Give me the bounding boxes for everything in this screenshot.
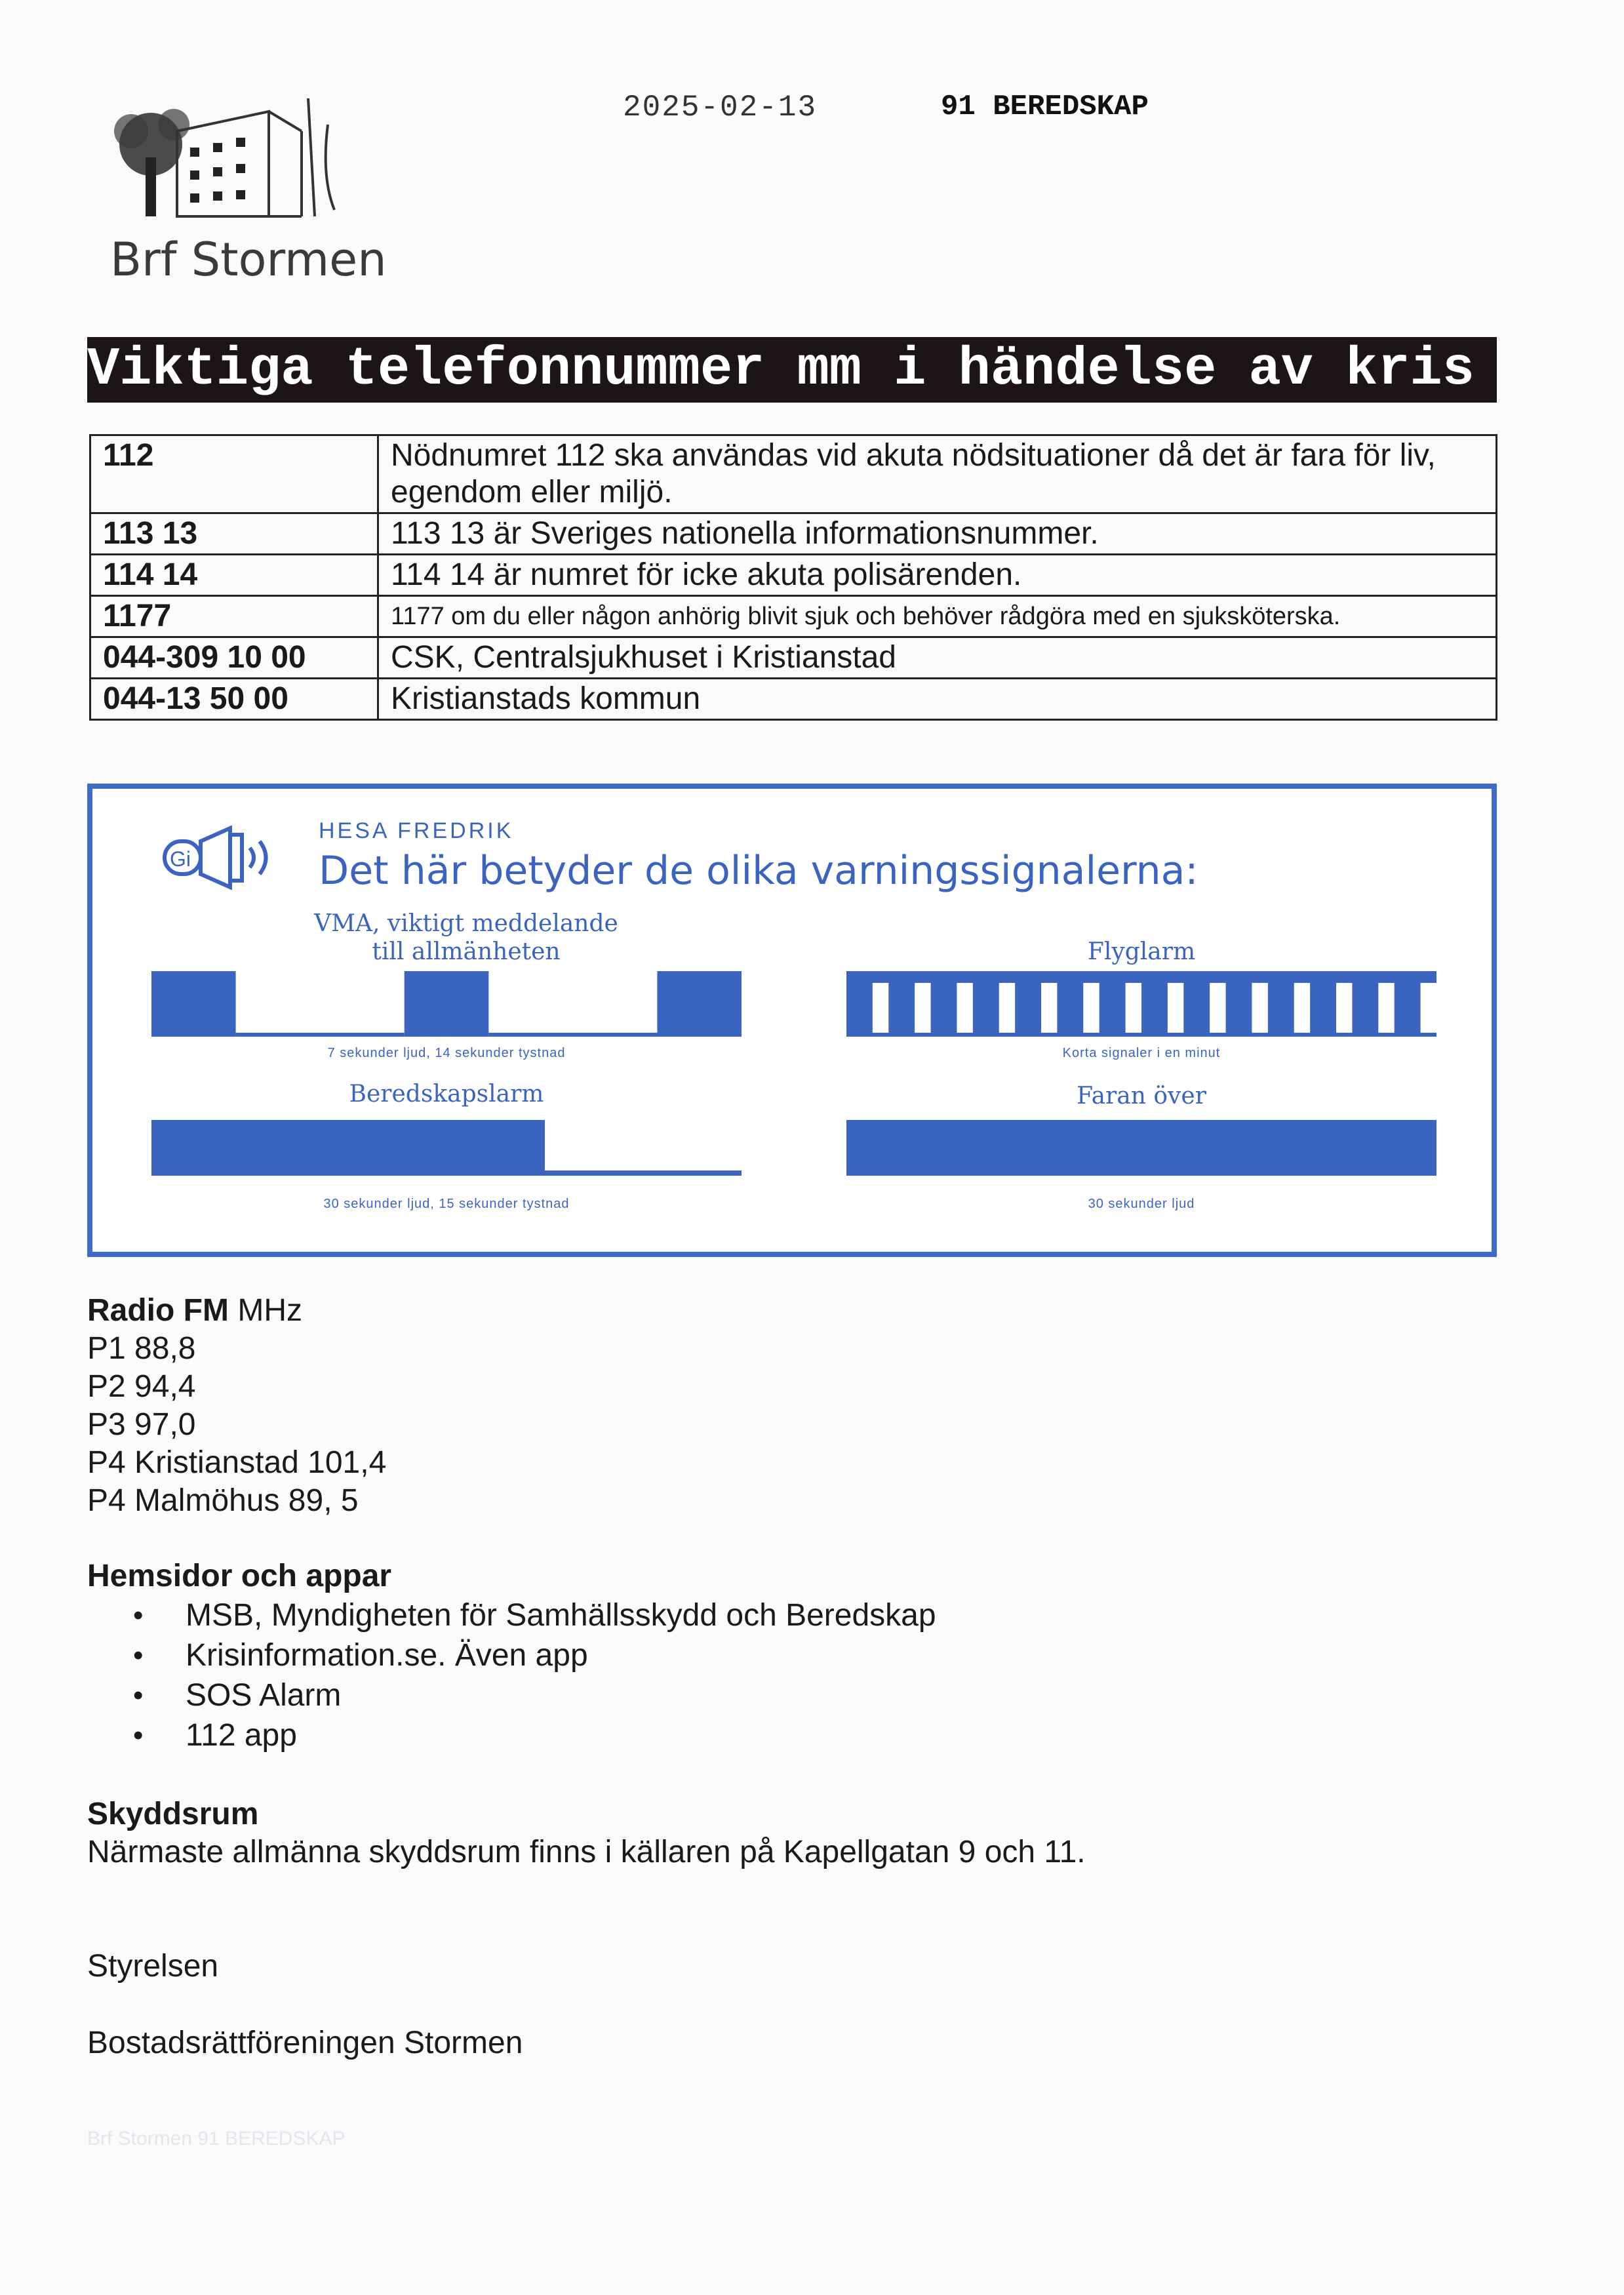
phone-number: 044-309 10 00 xyxy=(90,637,378,679)
flyglarm-signal-diagram xyxy=(846,971,1436,1037)
radio-station: P2 94,4 xyxy=(87,1369,196,1404)
phone-number: 114 14 xyxy=(90,555,378,596)
list-item: • 112 app xyxy=(87,1715,1464,1755)
phone-description: CSK, Centralsjukhuset i Kristianstad xyxy=(378,637,1497,679)
flyglarm-pulse xyxy=(1395,971,1421,1037)
phone-description: 1177 om du eller någon anhörig blivit sjuk och behöver rådgöra med en sjuksköterska. xyxy=(378,596,1497,637)
beredskapslarm-silence-line xyxy=(545,1170,742,1176)
table-row xyxy=(90,679,1497,720)
phone-number: 1177 xyxy=(90,596,378,637)
signoff-association: Bostadsrättföreningen Stormen xyxy=(87,2026,523,2060)
radio-title-unit: MHz xyxy=(237,1293,302,1328)
svg-text:Gi: Gi xyxy=(170,847,191,871)
phone-number-table xyxy=(89,434,1497,721)
phone-description: 113 13 är Sveriges nationella informationsnummer. xyxy=(378,513,1497,555)
list-item: • MSB, Myndigheten för Samhällsskydd och Beredskap xyxy=(87,1595,1464,1635)
faran-over-label: Faran över xyxy=(1077,1083,1206,1109)
flyglarm-pulse xyxy=(1183,971,1210,1037)
flyglarm-pulse xyxy=(888,971,915,1037)
phone-number: 113 13 xyxy=(90,513,378,555)
flyglarm-caption: Korta signaler i en minut xyxy=(1062,1046,1221,1060)
faran-over-caption: 30 sekunder ljud xyxy=(1088,1197,1195,1211)
flyglarm-pulse xyxy=(846,971,873,1037)
footer-text: Brf Stormen 91 BEREDSKAP xyxy=(87,2128,346,2149)
list-item: • SOS Alarm xyxy=(87,1675,1464,1715)
vma-label-line1: VMA, viktigt meddelande xyxy=(314,910,618,937)
shelter-text: Närmaste allmänna skyddsrum finns i källaren på Kapellgatan 9 och 11. xyxy=(87,1835,1086,1869)
flyglarm-pulse xyxy=(1099,971,1126,1037)
document-date: 2025-02-13 xyxy=(623,90,818,125)
vma-signal-diagram xyxy=(151,971,742,1037)
warning-subtitle: HESA FREDRIK xyxy=(319,818,514,843)
flyglarm-pulse xyxy=(1141,971,1168,1037)
table-row xyxy=(90,555,1497,596)
vma-sound-block xyxy=(151,971,236,1037)
beredskapslarm-sound-block xyxy=(151,1120,545,1176)
vma-silence-line xyxy=(488,1033,657,1037)
flyglarm-label: Flyglarm xyxy=(1087,938,1196,965)
warning-heading: Det här betyder de olika varningssignalerna: xyxy=(319,848,1198,894)
beredskapslarm-caption: 30 sekunder ljud, 15 sekunder tystnad xyxy=(323,1197,570,1211)
apps-list xyxy=(87,1595,1464,1755)
phone-description: 114 14 är numret för icke akuta polisärenden. xyxy=(378,555,1497,596)
radio-title xyxy=(87,1292,386,1330)
building-icon xyxy=(177,98,334,216)
vma-silence-line xyxy=(236,1033,405,1037)
flyglarm-pulse xyxy=(1352,971,1378,1037)
apps-section xyxy=(87,1557,1464,1755)
vma-sound-block xyxy=(657,971,742,1037)
flyglarm-base-line xyxy=(846,1033,1436,1037)
phone-description: Nödnumret 112 ska användas vid akuta nödsituationer då det är fara för liv, egendom eller miljö. xyxy=(378,435,1497,513)
table-row xyxy=(90,513,1497,555)
flyglarm-pulse xyxy=(973,971,999,1037)
radio-station: P3 97,0 xyxy=(87,1407,196,1442)
radio-title-bold: Radio FM xyxy=(87,1293,229,1328)
logo-text: Brf Stormen xyxy=(110,233,387,287)
phone-description: Kristianstads kommun xyxy=(378,679,1497,720)
vma-label-line2: till allmänheten xyxy=(372,938,561,965)
radio-station: P4 Malmöhus 89, 5 xyxy=(87,1483,359,1518)
flyglarm-pulse xyxy=(1268,971,1294,1037)
document-title: 91 BEREDSKAP xyxy=(941,90,1149,123)
vma-caption: 7 sekunder ljud, 14 sekunder tystnad xyxy=(327,1046,566,1060)
radio-station: P1 88,8 xyxy=(87,1331,196,1366)
apps-title: Hemsidor och appar xyxy=(87,1559,392,1593)
vma-sound-block xyxy=(405,971,489,1037)
flyglarm-pulse xyxy=(1057,971,1083,1037)
flyglarm-pulse xyxy=(1015,971,1041,1037)
table-row xyxy=(90,637,1497,679)
shelter-title: Skyddsrum xyxy=(87,1797,259,1831)
table-row xyxy=(90,435,1497,513)
signoff-board: Styrelsen xyxy=(87,1949,219,1984)
radio-station: P4 Kristianstad 101,4 xyxy=(87,1445,387,1480)
flyglarm-pulse xyxy=(1310,971,1336,1037)
beredskapslarm-label: Beredskapslarm xyxy=(349,1081,544,1108)
faran-over-sound-block xyxy=(846,1120,1436,1176)
phone-number: 112 xyxy=(90,435,378,513)
faran-over-signal-diagram xyxy=(846,1120,1436,1186)
warning-signals-panel xyxy=(87,784,1497,1257)
flyglarm-pulse xyxy=(1226,971,1252,1037)
phone-number: 044-13 50 00 xyxy=(90,679,378,720)
page-title-banner: Viktiga telefonnummer mm i händelse av kris xyxy=(87,337,1497,403)
table-row xyxy=(90,596,1497,637)
list-item: • Krisinformation.se. Även app xyxy=(87,1635,1464,1675)
siren-speaker-icon xyxy=(138,822,289,894)
shelter-section xyxy=(87,1795,1497,1871)
flyglarm-pulse xyxy=(931,971,957,1037)
beredskapslarm-signal-diagram xyxy=(151,1120,742,1186)
radio-section xyxy=(87,1292,386,1520)
